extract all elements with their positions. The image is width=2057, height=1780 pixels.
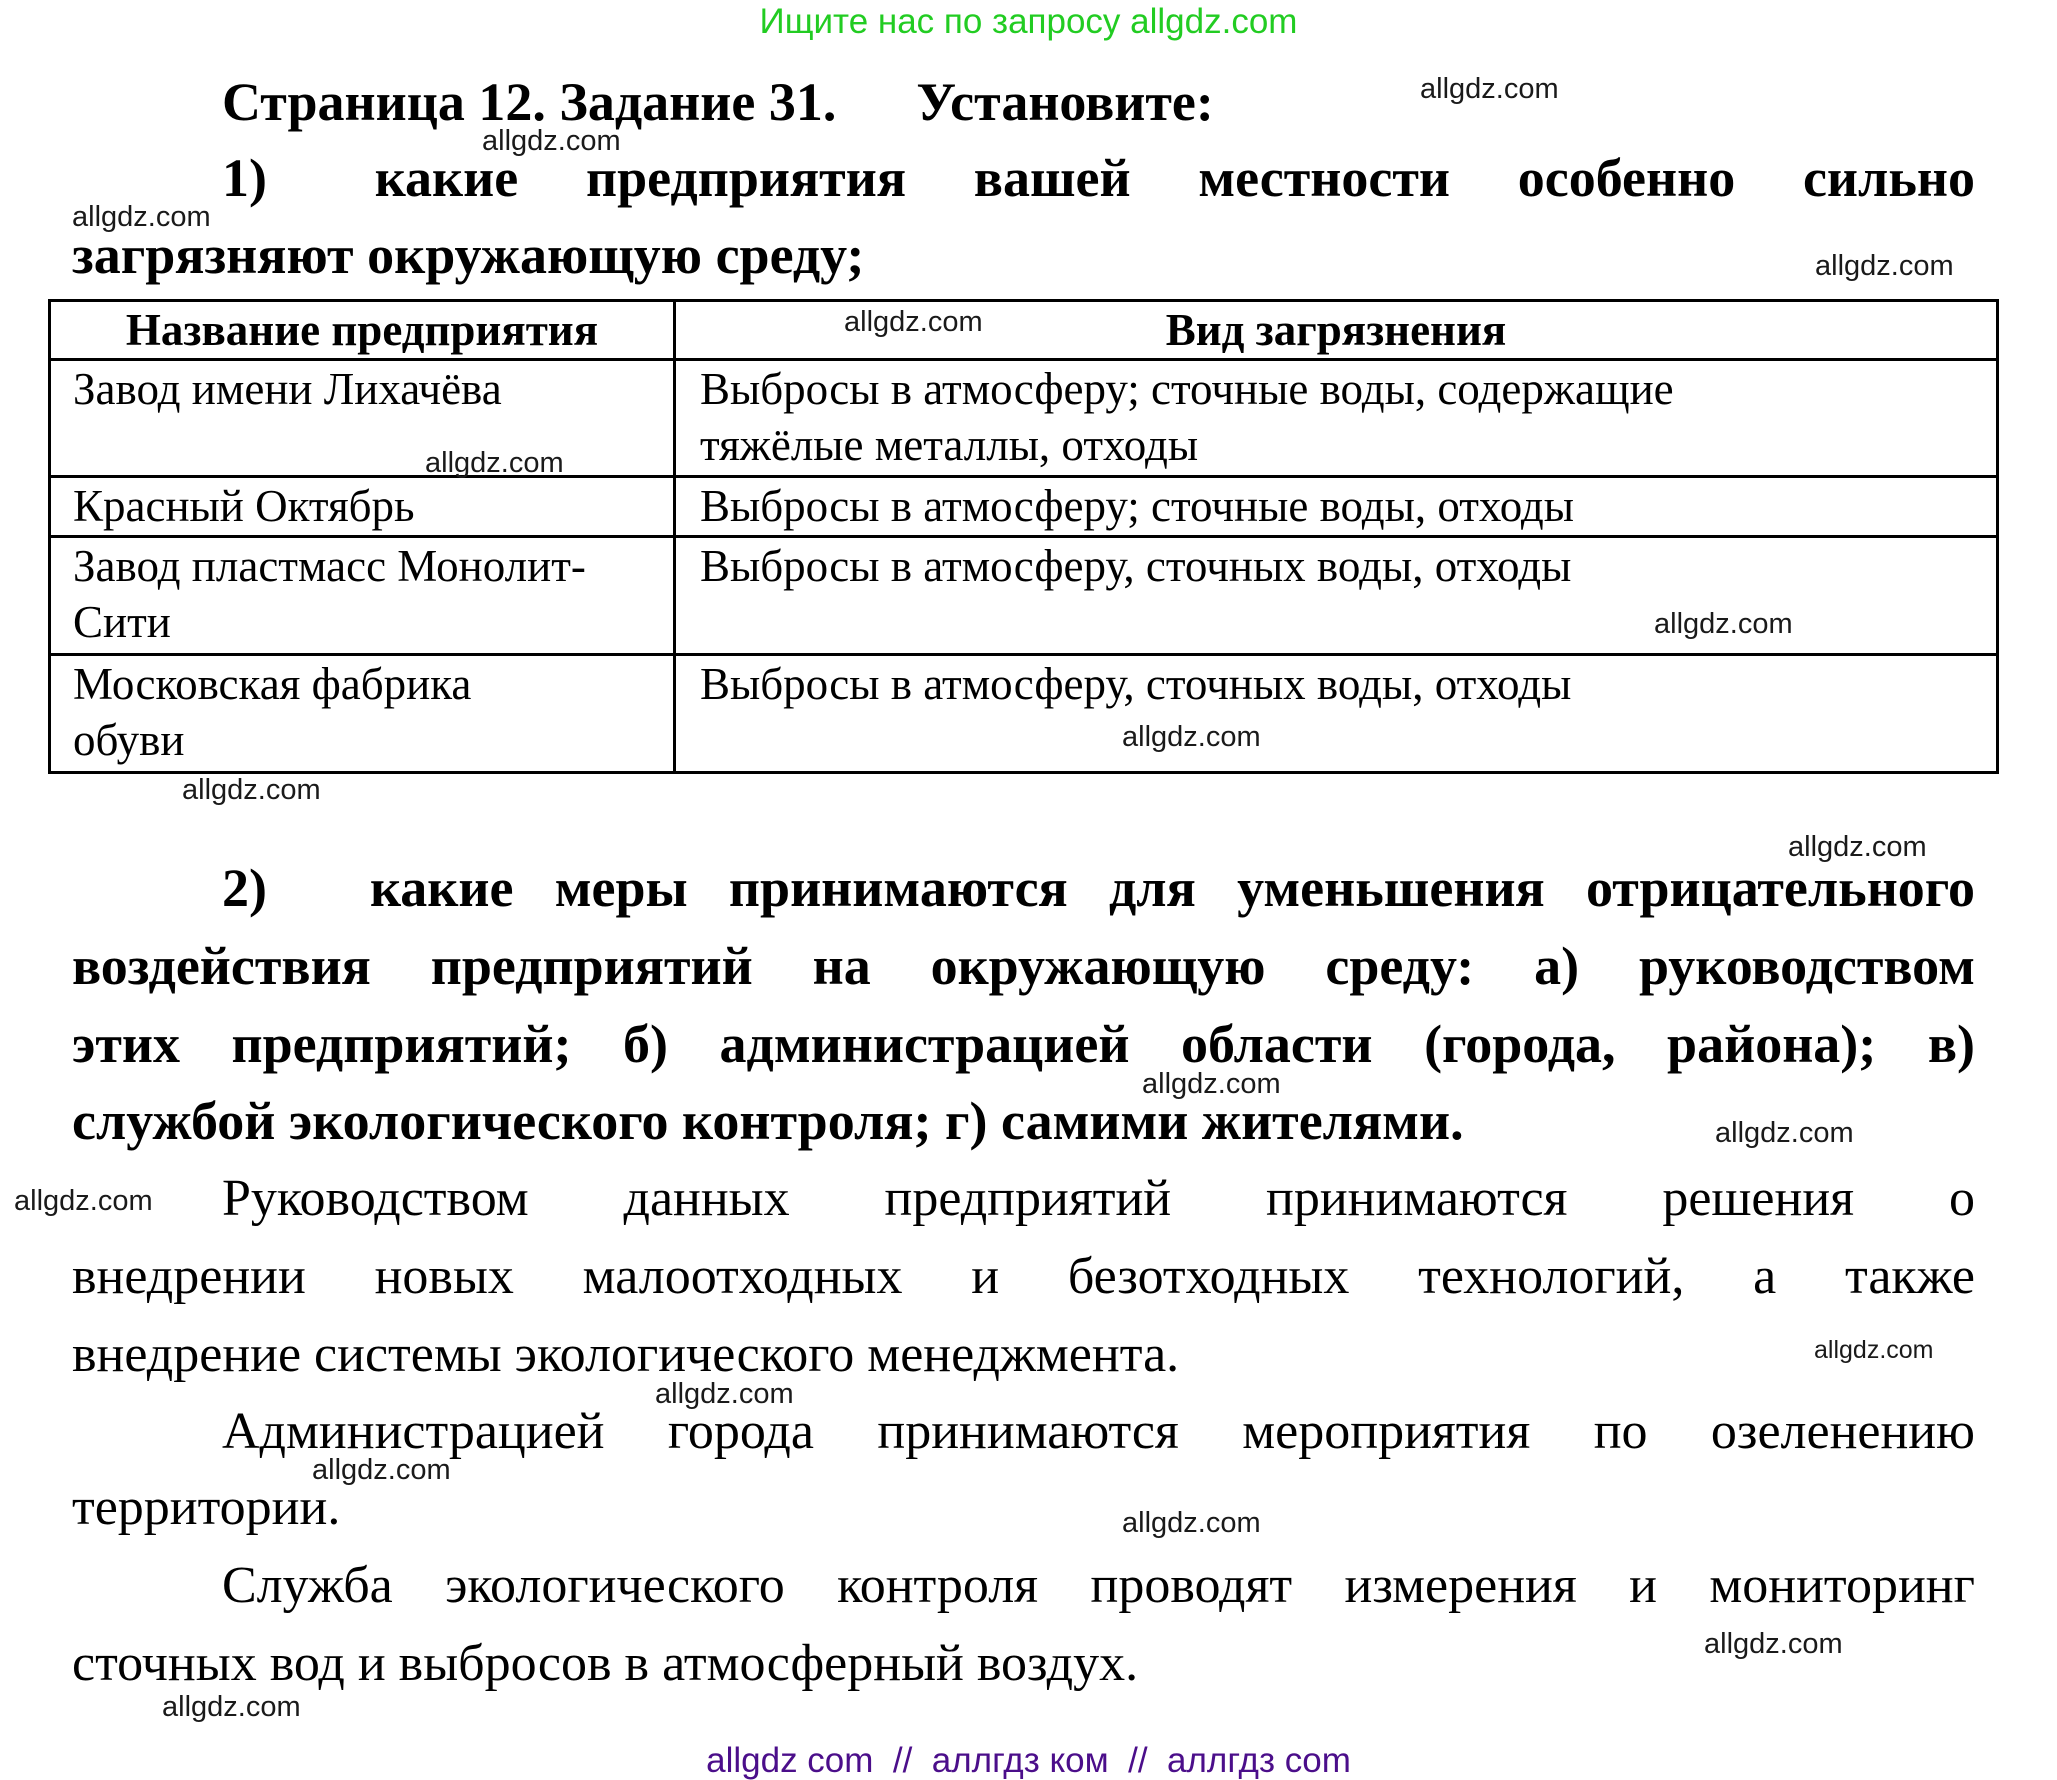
table-header-row [50,301,1998,360]
word: б) [622,1014,668,1074]
answer-p1-line3: внедрение системы экологического менеджмента. [72,1326,1180,1383]
word: этих [72,1014,180,1074]
word: предприятий [884,1170,1172,1227]
word: сильно [1802,148,1975,208]
enterprise-name-cell [50,477,675,537]
watermark: allgdz.com [655,1378,794,1410]
table-row [50,477,1998,537]
cell-text: обуви [73,715,185,765]
word: экологического [445,1557,785,1614]
answer-p2-line1 [222,1400,1975,1464]
word: также [1844,1248,1975,1305]
word: в) [1927,1014,1975,1074]
word: Руководством [222,1170,529,1227]
pollution-type-cell [675,477,1998,537]
watermark: allgdz.com [482,125,621,157]
question2-line2 [72,934,1975,998]
column-header-pollution: Вид загрязнения [675,301,1998,360]
answer-p1-line1 [222,1167,1975,1231]
question2-number: 2) [222,858,267,918]
word: а [1753,1248,1777,1305]
table-row [50,360,1998,477]
watermark: allgdz.com [162,1691,301,1723]
footer-links: allgdz com // аллгдз ком // аллгдз com [706,1741,1351,1780]
enterprise-name-cell [50,537,675,655]
word: района); [1667,1014,1877,1074]
word: озеленению [1710,1403,1975,1460]
search-banner: Ищите нас по запросу allgdz.com [759,2,1298,41]
watermark: allgdz.com [14,1185,153,1217]
word: Администрацией [222,1403,605,1460]
word: города [667,1403,814,1460]
word: (города, [1424,1014,1616,1074]
watermark: allgdz.com [1814,1336,1934,1364]
cell-text: Выбросы в атмосферу, сточных воды, отходы [700,659,1572,709]
watermark: allgdz.com [1122,1507,1261,1539]
cell-text: Выбросы в атмосферу; сточные воды, содержащие [700,364,1674,414]
word: на [812,936,871,996]
word: вашей [973,148,1131,208]
cell-text: тяжёлые металлы, отходы [700,420,1199,470]
word: предприятия [585,148,907,208]
word: мониторинг [1709,1557,1975,1614]
word: о [1948,1170,1975,1227]
watermark: allgdz.com [1122,721,1261,753]
watermark: allgdz.com [312,1454,451,1486]
word: измерения [1344,1557,1577,1614]
question1-line2: загрязняют окружающую среду; [72,225,865,285]
watermark: allgdz.com [1788,831,1927,863]
word: области [1180,1014,1373,1074]
answer-p3-line1 [222,1554,1975,1618]
word: по [1593,1403,1648,1460]
word: окружающую [930,936,1266,996]
word: среду: [1325,936,1475,996]
word: особенно [1517,148,1736,208]
column-header-enterprise: Название предприятия [50,301,675,360]
word: Служба [222,1557,393,1614]
watermark: allgdz.com [425,447,564,479]
instruction-label: Установите: [916,72,1214,132]
word: проводят [1090,1557,1293,1614]
word: предприятий; [231,1014,572,1074]
word: решения [1662,1170,1855,1227]
cell-text: Выбросы в атмосферу; сточные воды, отходы [700,481,1575,531]
answer-p1-line2 [72,1245,1975,1309]
word: воздействия [72,936,371,996]
watermark: allgdz.com [1420,73,1559,105]
word: какие [374,148,519,208]
word: внедрении [72,1248,306,1305]
watermark: allgdz.com [1704,1628,1843,1660]
cell-text: Красный Октябрь [73,481,415,531]
pollution-type-cell [675,655,1998,773]
cell-text: Московская фабрика [73,659,472,709]
word: принимаются [877,1403,1179,1460]
word: принимаются [1265,1170,1568,1227]
cell-text: Завод имени Лихачёва [73,364,502,414]
question2-line1: какие меры принимаются для уменьшения отрицательного [370,858,1975,918]
answer-p3-line2: сточных вод и выбросов в атмосферный воздух. [72,1635,1139,1692]
watermark: allgdz.com [1815,250,1954,282]
pollution-type-cell [675,537,1998,655]
question2-line4: службой экологического контроля; г) самими жителями. [72,1091,1464,1151]
table-row [50,655,1998,773]
word: безотходных [1067,1248,1350,1305]
word: контроля [837,1557,1039,1614]
watermark: allgdz.com [182,774,321,806]
enterprises-table [48,299,1999,774]
word: руководством [1638,936,1975,996]
cell-text: Выбросы в атмосферу, сточных воды, отходы [700,541,1572,591]
word: данных [623,1170,790,1227]
word: мероприятия [1242,1403,1531,1460]
word: новых [374,1248,514,1305]
word: администрацией [719,1014,1130,1074]
page-task-label: Страница 12. Задание 31. [222,72,837,132]
question-number: 1) [222,148,267,208]
page-title [222,70,1214,134]
watermark: allgdz.com [1142,1068,1281,1100]
watermark: allgdz.com [1654,608,1793,640]
word: и [1629,1557,1657,1614]
cell-text: Завод пластмасс Монолит- [73,541,586,591]
word: малоотходных [582,1248,903,1305]
word: предприятий [430,936,753,996]
word: местности [1198,148,1450,208]
watermark: allgdz.com [844,306,983,338]
question2-line3 [72,1012,1975,1076]
word: а) [1534,936,1580,996]
watermark: allgdz.com [72,201,211,233]
watermark: allgdz.com [1715,1117,1854,1149]
cell-text: Сити [73,597,171,647]
pollution-type-cell [675,360,1998,477]
word: технологий, [1418,1248,1685,1305]
enterprise-name-cell [50,360,675,477]
answer-p2-line2: территории. [72,1479,341,1536]
enterprise-name-cell [50,655,675,773]
word: и [971,1248,1000,1305]
